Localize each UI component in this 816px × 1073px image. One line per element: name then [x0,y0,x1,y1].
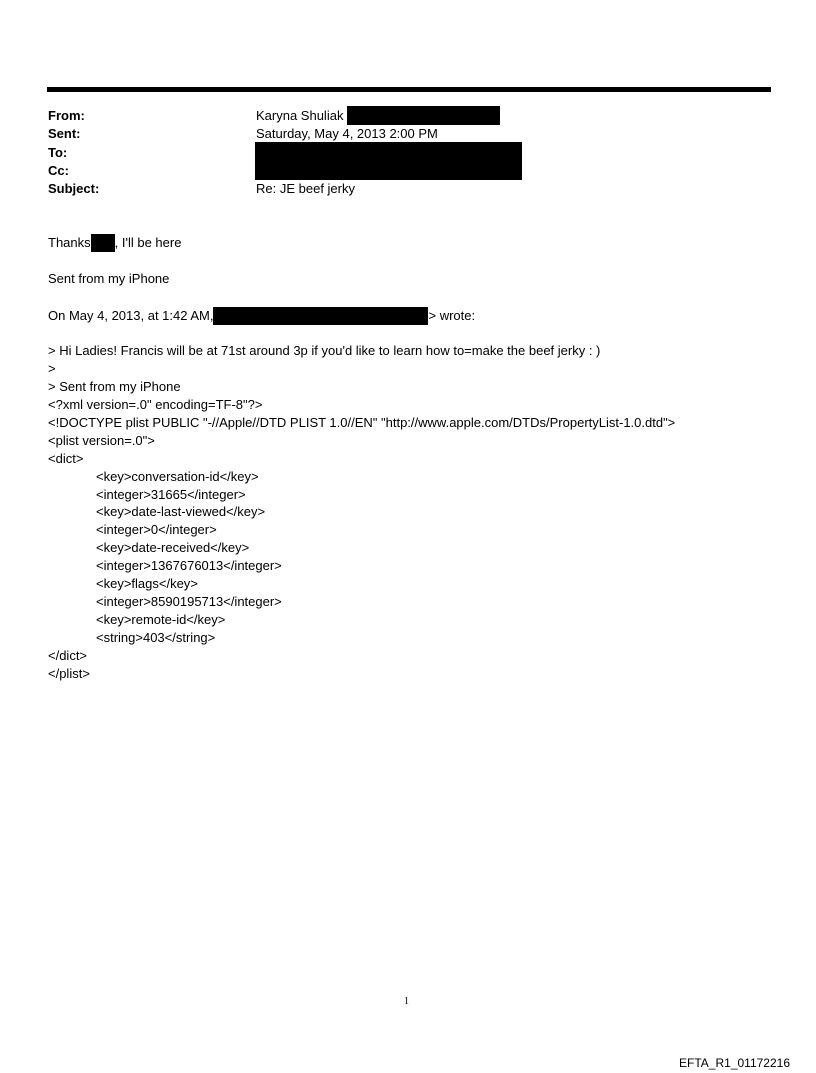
reply-header-line [48,307,475,325]
reply-wrote: > wrote: [428,308,476,323]
xml-line-10: <integer>1367676013</integer> [96,558,282,573]
cc-label: Cc: [48,163,69,178]
xml-line-2: <!DOCTYPE plist PUBLIC "-//Apple//DTD PLIST 1.0//EN" "http://www.apple.com/DTDs/PropertyList-1.0.dtd"> [48,415,676,430]
sent-from-iphone: Sent from my iPhone [48,271,170,286]
quote-line-3: > Sent from my iPhone [48,379,181,394]
thanks-line [48,234,181,252]
redaction-name [91,234,115,252]
xml-line-8: <integer>0</integer> [96,522,217,537]
xml-line-13: <key>remote-id</key> [96,612,226,627]
xml-line-5: <key>conversation-id</key> [96,469,259,484]
from-label: From: [48,108,85,123]
xml-line-12: <integer>8590195713</integer> [96,594,282,609]
xml-line-1: <?xml version=.0" encoding=TF-8"?> [48,397,263,412]
reply-date: On May 4, 2013, at 1:42 AM, [48,308,214,323]
xml-line-7: <key>date-last-viewed</key> [96,504,266,519]
thanks-text: Thanks [48,235,91,250]
redaction-recipients [255,142,522,180]
redaction-from-email [347,106,500,125]
subject-label: Subject: [48,181,100,196]
to-label: To: [48,145,68,160]
from-value: Karyna Shuliak [256,108,344,123]
xml-line-14: <string>403</string> [96,630,216,645]
sent-value: Saturday, May 4, 2013 2:00 PM [256,126,438,141]
xml-line-9: <key>date-received</key> [96,540,250,555]
quote-line-1: > Hi Ladies! Francis will be at 71st around 3p if you'd like to learn how to=make the beef jerky : ) [48,343,601,358]
xml-line-16: </plist> [48,666,90,681]
header-rule [47,87,771,92]
subject-value: Re: JE beef jerky [256,181,355,196]
page-number: 1 [404,996,409,1007]
xml-line-6: <integer>31665</integer> [96,487,246,502]
xml-line-15: </dict> [48,648,88,663]
xml-line-4: <dict> [48,451,84,466]
redaction-sender [213,307,428,325]
sent-label: Sent: [48,126,81,141]
xml-line-11: <key>flags</key> [96,576,198,591]
quote-line-2: > [48,361,56,376]
xml-line-3: <plist version=.0"> [48,433,155,448]
document-id: EFTA_R1_01172216 [679,1056,790,1070]
thanks-text-rest: , I'll be here [114,235,182,250]
